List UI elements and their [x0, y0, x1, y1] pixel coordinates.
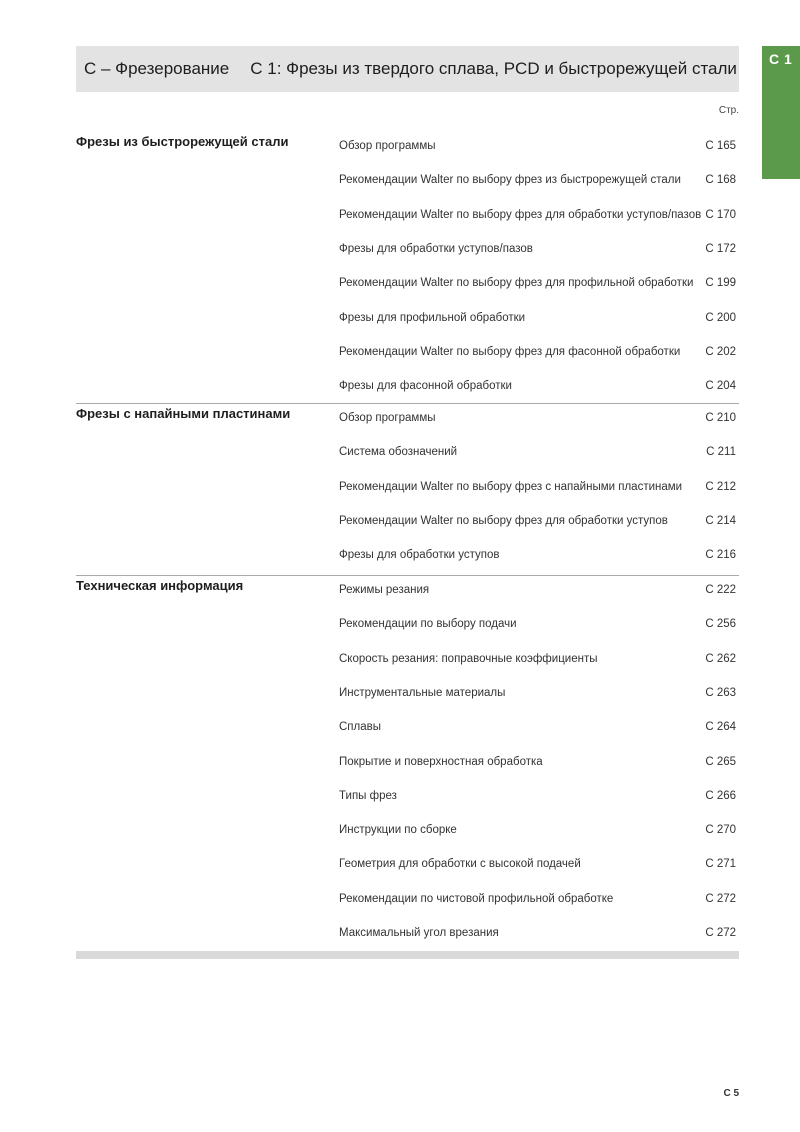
section-title: Фрезы из быстрорежущей стали — [76, 134, 289, 149]
toc-entry-text: Система обозначений — [339, 446, 458, 459]
toc-entry-page: C 200 — [705, 311, 736, 324]
toc-entry[interactable] — [339, 858, 739, 878]
toc-entry-text: Рекомендации Walter по выбору фрез из быстрорежущей стали — [339, 174, 681, 187]
toc-entry-text: Фрезы для профильной обработки — [339, 311, 526, 324]
toc-entry-text: Фрезы для фасонной обработки — [339, 380, 512, 393]
subchapter-title: C 1: Фрезы из твердого сплава, PCD и быстрорежущей стали — [250, 59, 737, 78]
chapter-side-tab[interactable] — [762, 46, 800, 179]
toc-entry-page: C 202 — [705, 345, 736, 358]
toc-entry-text: Обзор программы — [339, 412, 436, 424]
toc-entry-page: C 270 — [705, 824, 736, 837]
toc-entry[interactable] — [339, 312, 739, 332]
toc-entry[interactable] — [339, 824, 739, 844]
toc-entry[interactable] — [339, 209, 739, 229]
toc-entry[interactable] — [339, 380, 739, 400]
toc-entry-page: C 216 — [705, 549, 736, 562]
toc-entry-page: C 272 — [705, 892, 736, 905]
toc-entry-text: Рекомендации Walter по выбору фрез с напайными пластинами — [339, 480, 683, 493]
toc-entry-text: Рекомендации Walter по выбору фрез для обработки уступов — [339, 514, 668, 527]
toc-entry-page: C 263 — [705, 686, 736, 699]
toc-entry-page: C 266 — [705, 789, 736, 802]
toc-entry-page: C 265 — [705, 755, 736, 768]
toc-entry[interactable] — [339, 653, 739, 673]
toc-entry[interactable] — [339, 243, 739, 263]
toc-entry-text: Геометрия для обработки с высокой подачей — [339, 858, 581, 871]
toc-entry-text: Максимальный угол врезания — [339, 927, 499, 939]
toc-entry[interactable] — [339, 481, 739, 501]
toc-entry-text: Типы фрез — [339, 789, 397, 802]
toc-entry-page: C 256 — [705, 618, 736, 631]
chapter-title: C – Фрезерование — [84, 59, 230, 78]
toc-entry[interactable] — [339, 174, 739, 194]
toc-entry-text: Режимы резания — [339, 584, 430, 596]
toc-entry-text: Фрезы для обработки уступов — [339, 549, 500, 562]
toc-entry-page: C 170 — [705, 208, 736, 221]
toc-entry-page: C 222 — [705, 584, 736, 596]
toc-entry-page: C 214 — [705, 514, 736, 527]
toc-entry-page: C 199 — [705, 277, 736, 290]
toc-entry[interactable] — [339, 927, 739, 947]
toc-entry[interactable] — [339, 412, 739, 432]
toc-entry[interactable] — [339, 549, 739, 569]
toc-entry-page: C 272 — [705, 927, 736, 939]
toc-entry-page: C 211 — [706, 446, 736, 459]
toc-section — [76, 403, 739, 562]
toc-entry[interactable] — [339, 515, 739, 535]
toc-entry[interactable] — [339, 346, 739, 366]
toc-entry-text: Фрезы для обработки уступов/пазов — [339, 242, 533, 255]
page-number: C 5 — [723, 1088, 739, 1099]
toc-entry-page: C 165 — [705, 140, 736, 152]
toc-entry[interactable] — [339, 893, 739, 913]
toc-entry[interactable] — [339, 756, 739, 776]
toc-entry-text: Рекомендации Walter по выбору фрез для фасонной обработки — [339, 345, 681, 358]
toc-entry[interactable] — [339, 277, 739, 297]
toc-entry-page: C 271 — [705, 858, 736, 871]
toc-entry-page: C 172 — [705, 242, 736, 255]
toc-entry[interactable] — [339, 687, 739, 707]
footer-divider — [76, 951, 739, 959]
section-title: Фрезы с напайными пластинами — [76, 406, 291, 421]
toc-entry-page: C 168 — [705, 174, 736, 187]
toc-entry[interactable] — [339, 140, 739, 160]
section-title: Техническая информация — [76, 578, 244, 593]
page-title — [84, 59, 737, 79]
toc-entry-text: Рекомендации по выбору подачи — [339, 618, 517, 631]
page-column-label: Стр. — [718, 105, 739, 116]
toc-entry-text: Покрытие и поверхностная обработка — [339, 755, 543, 768]
toc-entry-text: Рекомендации Walter по выбору фрез для обработки уступов/пазов — [339, 208, 702, 221]
toc-entry[interactable] — [339, 790, 739, 810]
toc-entry[interactable] — [339, 446, 739, 466]
toc-entry-text: Рекомендации Walter по выбору фрез для профильной обработки — [339, 277, 694, 290]
toc-entry[interactable] — [339, 618, 739, 638]
header-bar — [76, 46, 739, 92]
toc-entry-text: Скорость резания: поправочные коэффициенты — [339, 652, 598, 665]
toc-entry-text: Сплавы — [339, 721, 382, 734]
toc-entry-page: C 212 — [705, 480, 736, 493]
toc-entry-page: C 262 — [705, 652, 736, 665]
toc-entry-text: Обзор программы — [339, 140, 436, 152]
toc-entry-text: Инструментальные материалы — [339, 686, 506, 699]
toc-entry[interactable] — [339, 721, 739, 741]
toc-entry[interactable] — [339, 584, 739, 604]
toc-entry-page: C 264 — [705, 721, 736, 734]
side-tab-label: C 1 — [769, 51, 793, 67]
toc-section — [76, 575, 739, 939]
toc-entry-text: Рекомендации по чистовой профильной обработке — [339, 892, 614, 905]
toc-entry-page: C 210 — [705, 412, 736, 424]
toc-entry-text: Инструкции по сборке — [339, 824, 457, 837]
toc-entry-page: C 204 — [705, 380, 736, 393]
